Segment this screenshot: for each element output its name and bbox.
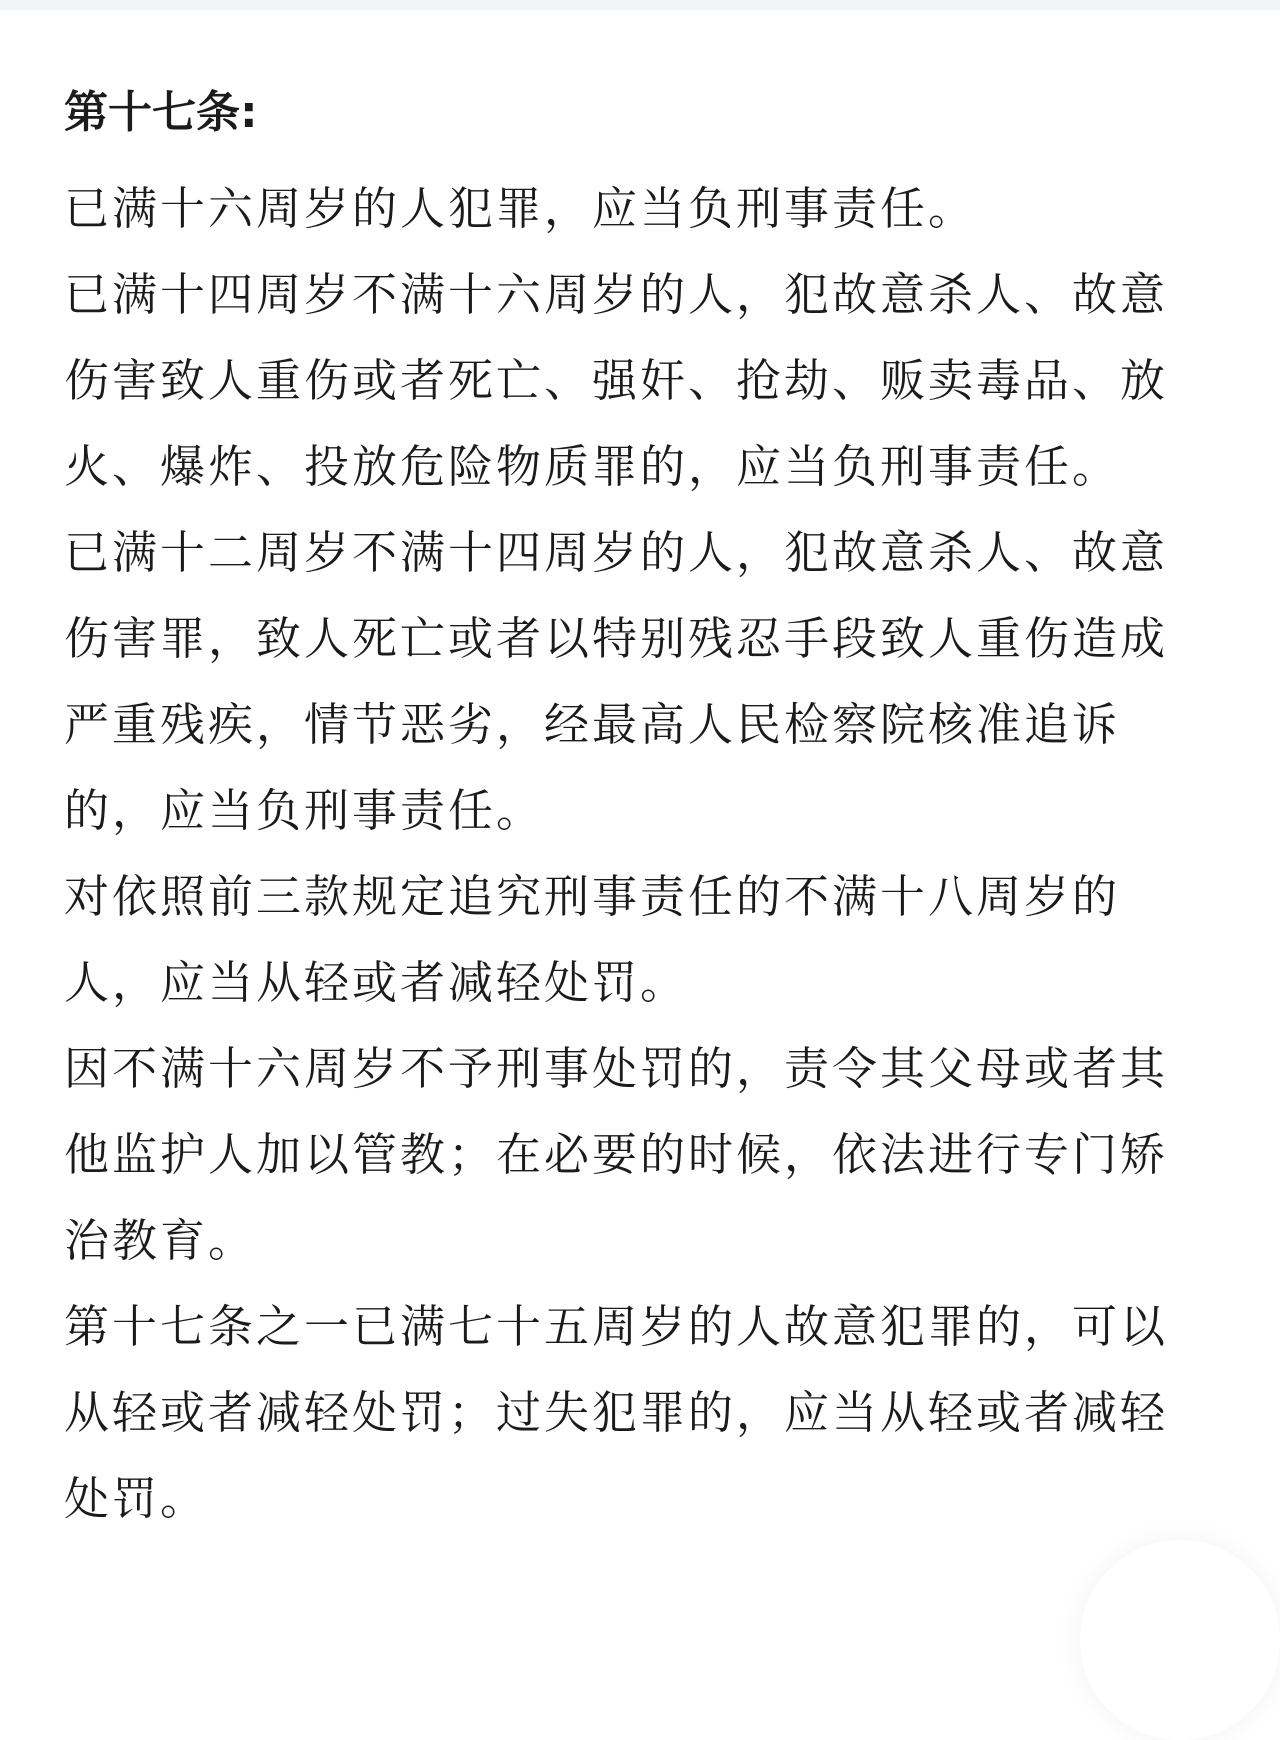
text-line: 的，应当负刑事责任。: [64, 784, 545, 837]
text-line: 人，应当从轻或者减轻处罚。: [64, 956, 689, 1009]
article-content: [64, 80, 1214, 1542]
text-line: 对依照前三款规定追究刑事责任的不满十八周岁的: [64, 870, 1121, 923]
top-bar: [0, 0, 1280, 10]
paragraph: [64, 1026, 1214, 1284]
text-line: 严重残疾，情节恶劣，经最高人民检察院核准追诉: [64, 698, 1121, 751]
paragraph: [64, 854, 1214, 1026]
paragraph: [64, 510, 1214, 854]
paragraph: [64, 1284, 1214, 1542]
article-body: [64, 166, 1214, 1542]
text-line: 已满十二周岁不满十四周岁的人，犯故意杀人、故意: [64, 526, 1169, 579]
text-line: 伤害罪，致人死亡或者以特别残忍手段致人重伤造成: [64, 612, 1169, 665]
text-line: 因不满十六周岁不予刑事处罚的，责令其父母或者其: [64, 1042, 1169, 1095]
article-title: 第十七条:: [64, 87, 258, 138]
text-line: 处罚。: [64, 1472, 209, 1525]
text-line: 从轻或者减轻处罚；过失犯罪的，应当从轻或者减轻: [64, 1386, 1169, 1439]
text-line: 他监护人加以管教；在必要的时候，依法进行专门矫: [64, 1128, 1169, 1181]
text-line: 第十七条之一已满七十五周岁的人故意犯罪的，可以: [64, 1300, 1169, 1353]
paragraph: [64, 166, 1214, 252]
floating-button[interactable]: [1080, 1540, 1280, 1740]
text-line: 已满十四周岁不满十六周岁的人，犯故意杀人、故意: [64, 268, 1169, 321]
paragraph: [64, 252, 1214, 510]
text-line: 治教育。: [64, 1214, 257, 1267]
text-line: 火、爆炸、投放危险物质罪的，应当负刑事责任。: [64, 440, 1121, 493]
text-line: 已满十六周岁的人犯罪，应当负刑事责任。: [64, 182, 977, 235]
text-line: 伤害致人重伤或者死亡、强奸、抢劫、贩卖毒品、放: [64, 354, 1169, 407]
